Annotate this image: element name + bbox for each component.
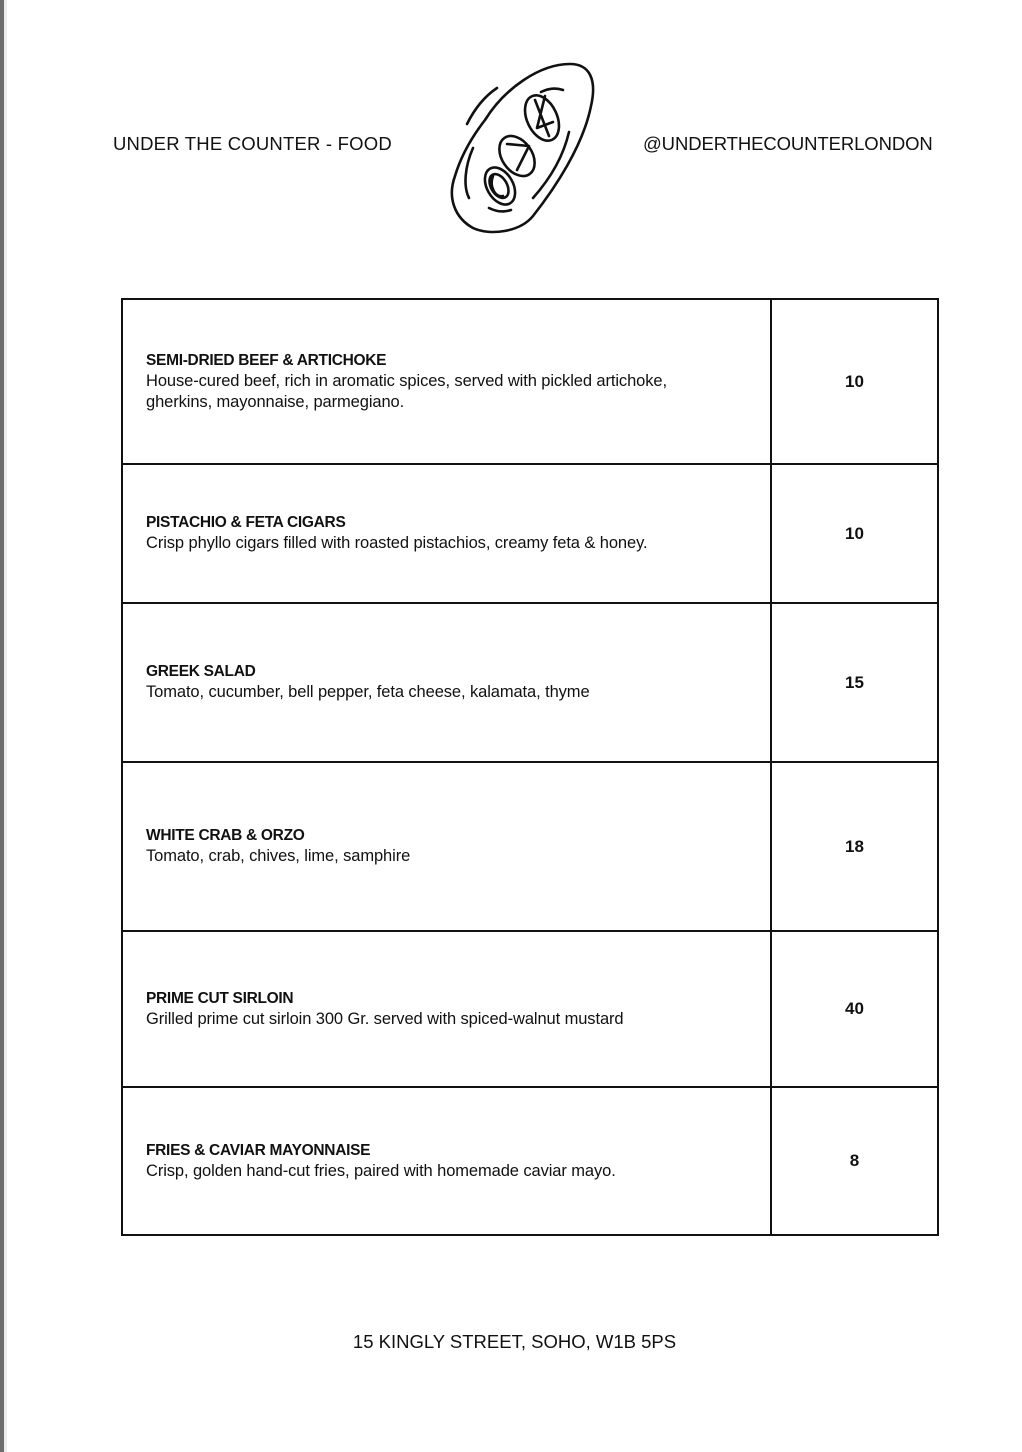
- menu-item-description: House-cured beef, rich in aromatic spices, served with pickled artichoke,: [146, 371, 667, 390]
- menu-item-price: 8: [849, 1151, 860, 1170]
- menu-item-name: WHITE CRAB & ORZO: [146, 827, 305, 844]
- menu-item-cell: [123, 465, 772, 602]
- logo-inner-arc-left: [466, 148, 473, 198]
- menu-item-cell: [123, 300, 772, 463]
- logo-inner-arc-right: [533, 132, 569, 198]
- menu-row: [123, 465, 937, 604]
- menu-title: UNDER THE COUNTER - FOOD: [113, 133, 392, 154]
- logo-olive-3: [479, 162, 522, 210]
- menu-item-description: Crisp, golden hand-cut fries, paired with homemade caviar mayo.: [146, 1161, 616, 1180]
- menu-item-cell: [123, 763, 772, 930]
- menu-page: [7, 0, 1022, 1452]
- menu-item-name: GREEK SALAD: [146, 663, 256, 680]
- instagram-handle: @UNDERTHECOUNTERLONDON: [643, 133, 933, 154]
- menu-item-name: PRIME CUT SIRLOIN: [146, 989, 294, 1007]
- logo-inner-arc-bottom: [489, 208, 511, 211]
- logo-dish-highlight: [467, 88, 497, 124]
- menu-row: [123, 604, 937, 763]
- restaurant-address: 15 KINGLY STREET, SOHO, W1B 5PS: [352, 1331, 677, 1352]
- menu-item-description: Tomato, crab, chives, lime, samphire: [146, 847, 411, 865]
- logo-inner-arc-top: [541, 89, 563, 92]
- menu-item-description: gherkins, mayonnaise, parmegiano.: [146, 392, 405, 411]
- menu-item-price: 10: [845, 523, 864, 543]
- menu-item-description: Crisp phyllo cigars filled with roasted pistachios, creamy feta & honey.: [146, 534, 648, 552]
- menu-row: [123, 300, 937, 465]
- menu-item-price: 10: [845, 371, 864, 391]
- menu-row: [123, 763, 937, 932]
- menu-row: [123, 932, 937, 1088]
- menu-item-description: Grilled prime cut sirloin 300 Gr. served with spiced-walnut mustard: [146, 1009, 624, 1028]
- menu-item-name: FRIES & CAVIAR MAYONNAISE: [146, 1141, 371, 1159]
- menu-item-price: 40: [845, 999, 864, 1018]
- menu-item-cell: [123, 604, 772, 761]
- menu-item-cell: [123, 1088, 772, 1234]
- menu-item-price: 15: [845, 672, 864, 692]
- menu-item-description: Tomato, cucumber, bell pepper, feta cheese, kalamata, thyme: [146, 683, 590, 701]
- menu-table: [121, 298, 939, 1236]
- menu-item-cell: [123, 932, 772, 1086]
- menu-row: [123, 1088, 937, 1234]
- menu-item-price: 18: [845, 836, 864, 856]
- menu-item-name: PISTACHIO & FETA CIGARS: [146, 514, 346, 531]
- olives-dish-logo-icon: [445, 58, 601, 236]
- menu-item-name: SEMI-DRIED BEEF & ARTICHOKE: [146, 351, 387, 369]
